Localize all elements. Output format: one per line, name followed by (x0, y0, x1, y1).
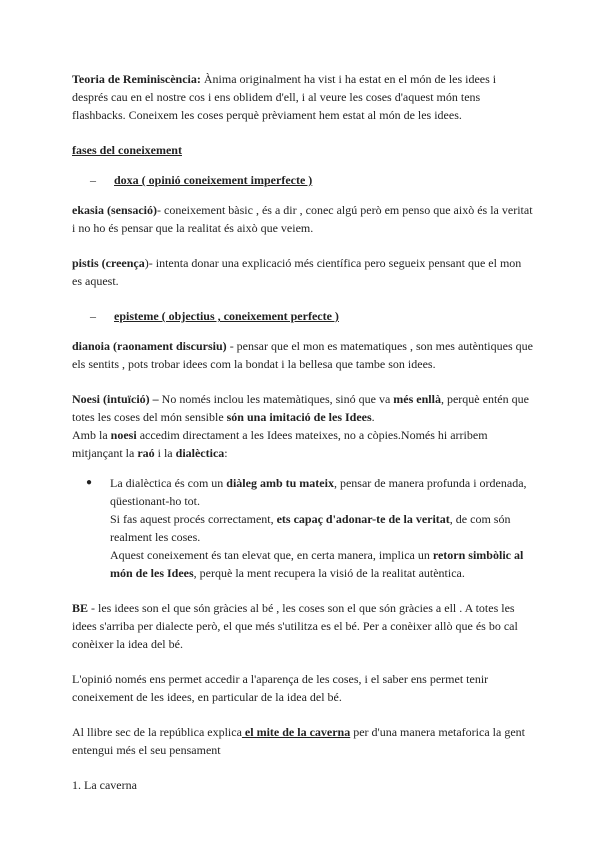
be-term: BE (72, 601, 89, 615)
document-body (72, 70, 534, 794)
caverna-list-item: 1. La caverna (72, 778, 137, 792)
fases-heading: fases del coneixement (72, 143, 182, 157)
pistis-paragraph: pistis (creença)- intenta donar una explicació més científica pero segueix pensant que el mon es aquest. (72, 256, 522, 288)
dash-bullet: – (90, 173, 96, 187)
ekasia-paragraph: ekasia (sensació)- coneixement bàsic , és a dir , conec algú però em penso que això és la veritat i no ho és pensar que la realitat és això que veiem. (72, 203, 533, 235)
dianoia-paragraph: dianoia (raonament discursiu) - pensar que el mon es matematiques , son mes autèntiques que els sentits , pots trobar idees com la bondat i la bellesa que tambe son idees. (72, 339, 533, 371)
bullet-icon: ● (86, 477, 93, 488)
noesi-paragraph: Noesi (intuïció) – No només inclou les matemàtiques, sinó que va més enllà, perquè entén que totes les coses del món sensible són una imitació de les Idees. (72, 392, 529, 424)
dash-bullet: – (90, 309, 96, 323)
dialectica-list-item (86, 474, 532, 582)
ekasia-term: ekasia (sensació) (72, 203, 157, 217)
episteme-heading: episteme ( objectius , coneixement perfecte ) (114, 309, 339, 323)
mite-caverna-link: el mite de la caverna (241, 725, 351, 739)
noesi-paragraph-2: Amb la noesi accedim directament a les Idees mateixes, no a còpies.Només hi arribem mitjançant la raó i la dialèctica: (72, 428, 488, 460)
doxa-list-item (90, 171, 534, 189)
episteme-list-item (90, 307, 534, 325)
pistis-term: pistis (creença (72, 256, 145, 270)
be-paragraph: BE - les idees son el que són gràcies al bé , les coses son el que són gràcies a ell . A totes les idees s'arriba per dialecte però, el que més s'utilitza es el bé. Per a conèixer allò que és bo cal conèixer la idea del bé. (72, 601, 518, 651)
dianoia-term: dianoia (raonament discursiu) (72, 339, 227, 353)
doxa-heading: doxa ( opinió coneixement imperfecte ) (114, 173, 313, 187)
teoria-paragraph (72, 70, 534, 124)
noesi-term: Noesi (intuïció) – (72, 392, 159, 406)
llibre-paragraph: Al llibre sec de la república explica el mite de la caverna per d'una manera metaforica la gent entengui més el seu pensament (72, 725, 525, 757)
dialectica-text: La dialèctica és com un diàleg amb tu mateix, pensar de manera profunda i ordenada, qüestionant-ho tot. Si fas aquest procés correctament, ets capaç d'adonar-te de la veritat, de com són realment les coses. Aquest coneixement és tan elevat que, en certa manera, implica un retorn simbòlic al món de les Idees, perquè la ment recupera la visió de la realitat autèntica. (110, 476, 527, 580)
teoria-text: Ànima originalment ha vist i ha estat en el món de les idees i després cau en el nostre cos i ens oblidem d'ell, i al veure les coses d'aquest món tens flashbacks. Coneixem les coses perquè prèviament hem estat al món de les idees. (72, 72, 497, 122)
teoria-title: Teoria de Reminiscència: (72, 72, 201, 86)
opinio-paragraph: L'opinió només ens permet accedir a l'aparença de les coses, i el saber ens permet tenir coneixement de les idees, en particular de la idea del bé. (72, 672, 489, 704)
